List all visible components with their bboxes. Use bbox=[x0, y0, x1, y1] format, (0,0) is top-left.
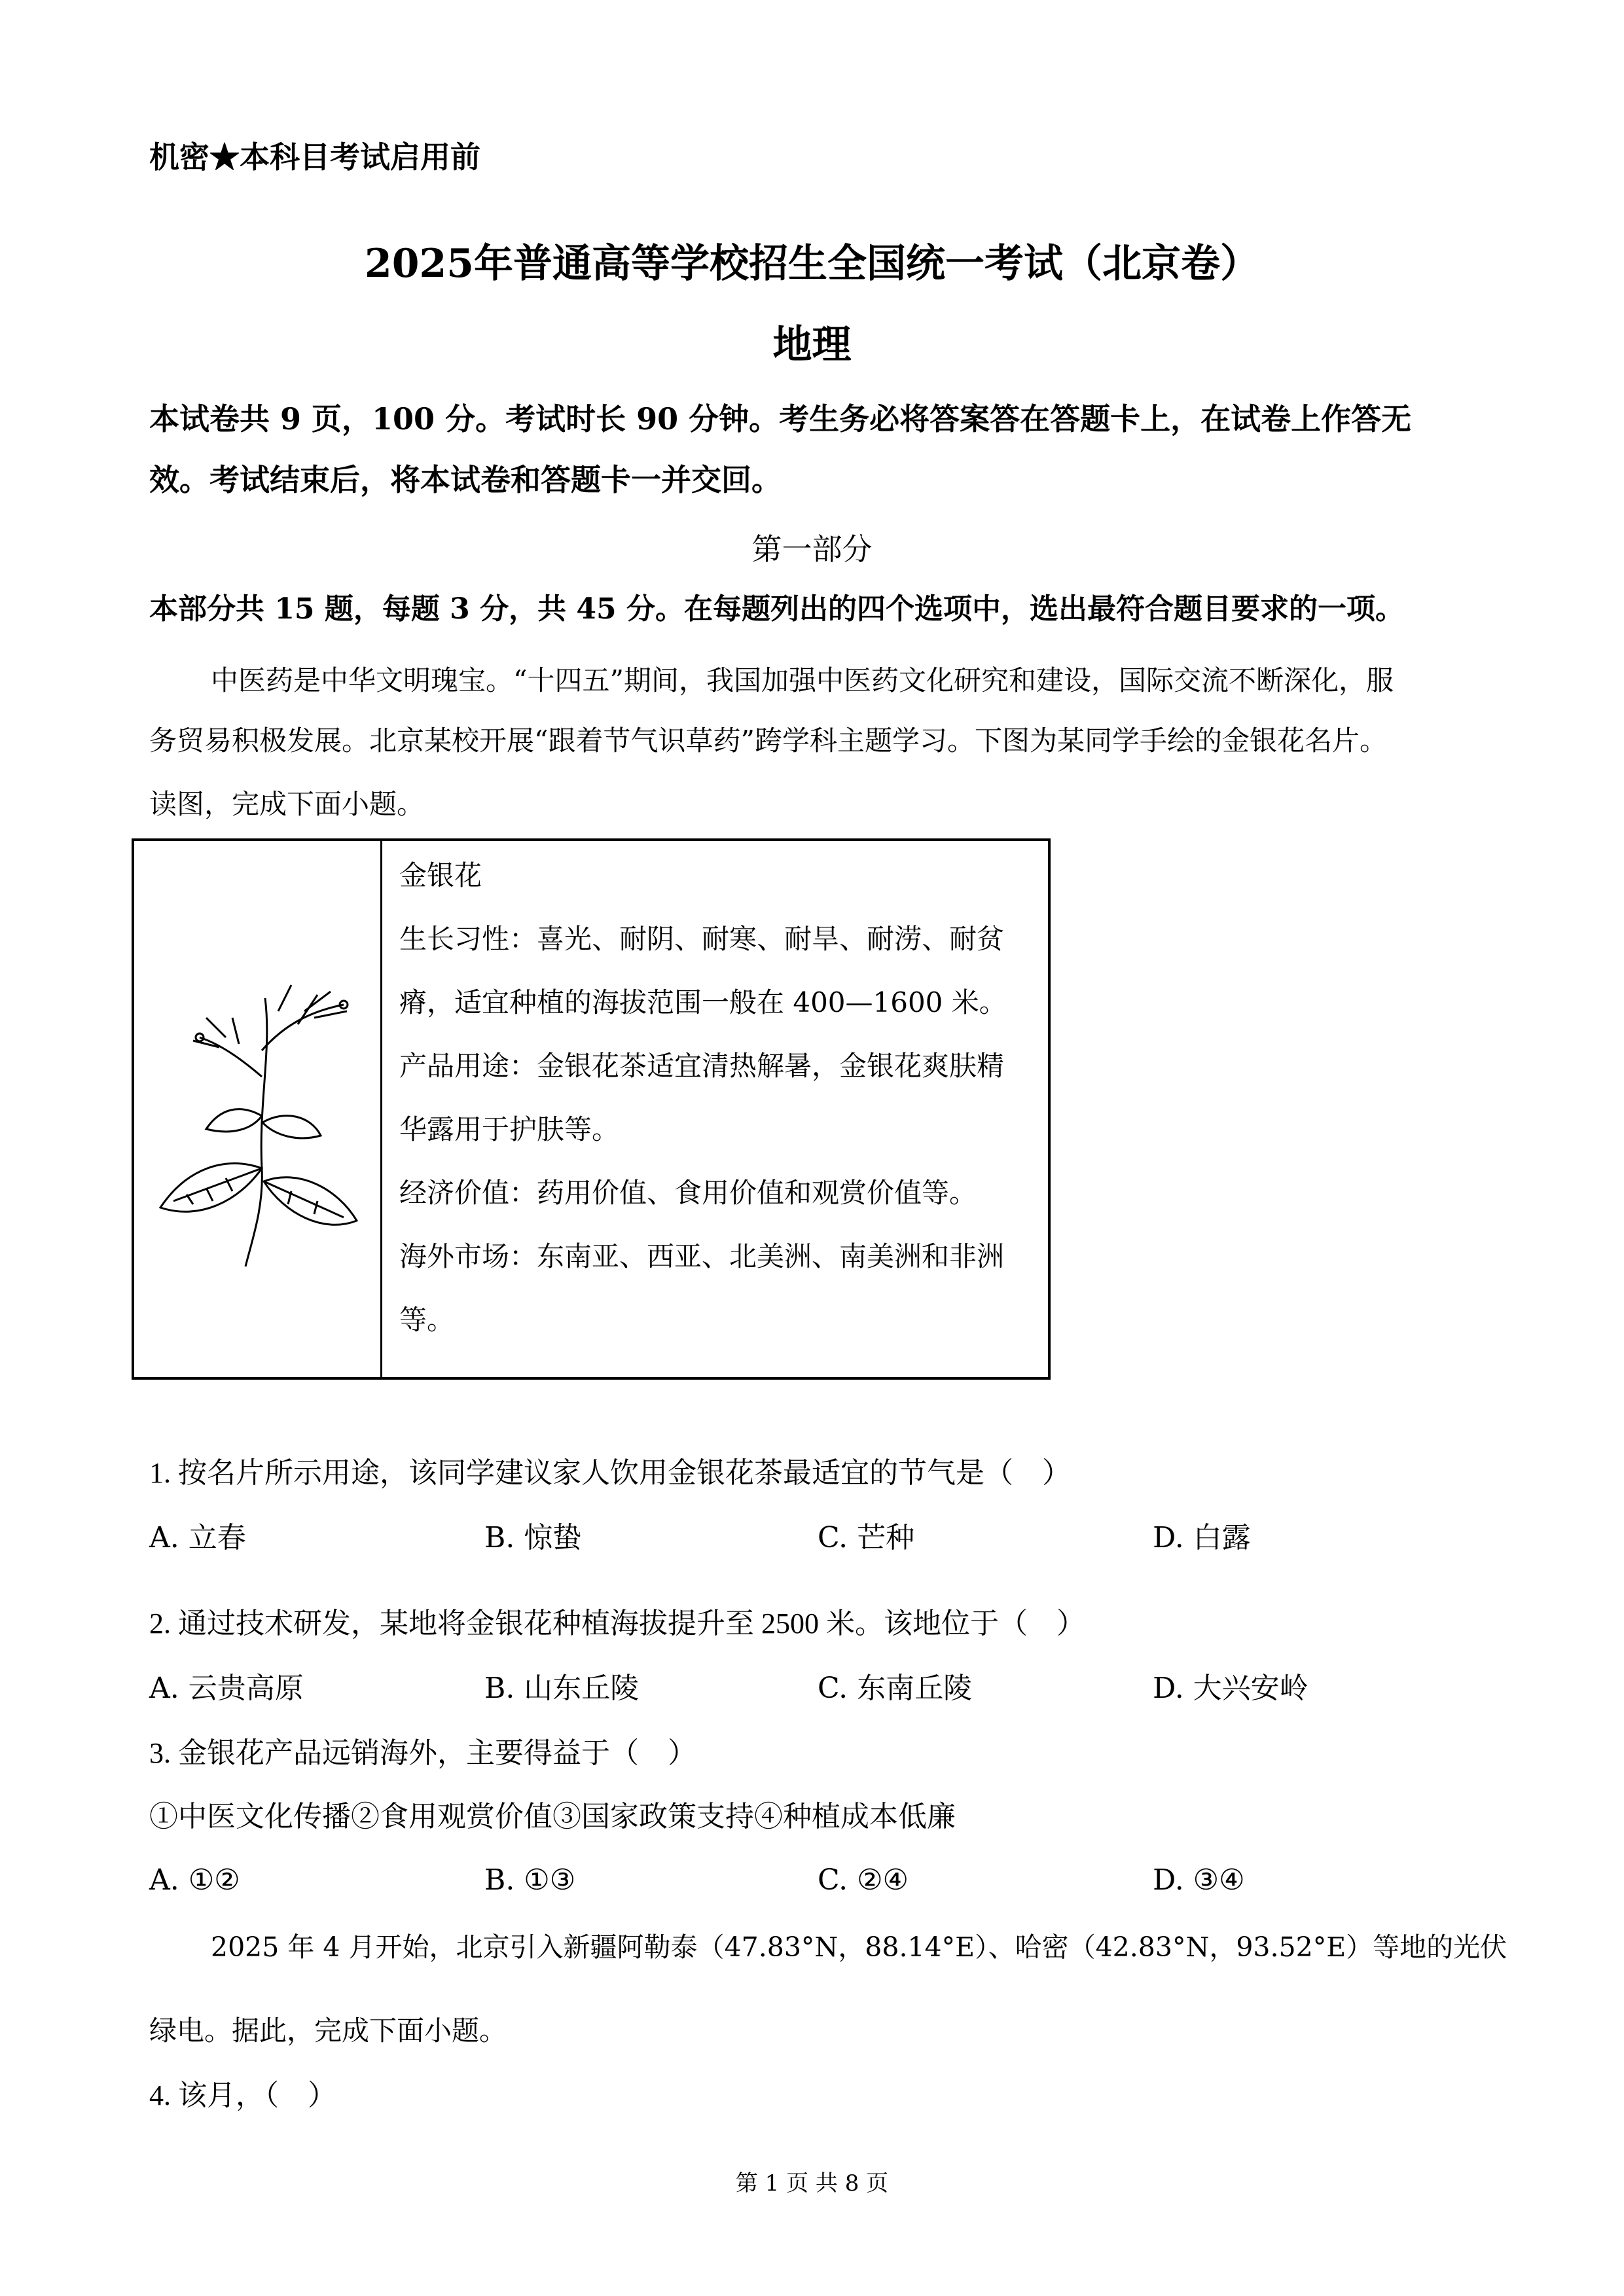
subject-title: 地理 bbox=[772, 322, 852, 368]
question-2-stem: 2. 通过技术研发，某地将金银花种植海拔提升至 2500 米。该地位于（ ） bbox=[149, 1607, 1085, 1640]
exam-title: 2025年普通高等学校招生全国统一考试（北京卷） bbox=[365, 241, 1259, 287]
passage2-line-2: 绿电。据此，完成下面小题。 bbox=[149, 2015, 507, 2047]
question-1-option-c[interactable]: C. 芒种 bbox=[818, 1521, 915, 1554]
passage2-line-1: 2025 年 4 月开始，北京引入新疆阿勒泰（47.83°N，88.14°E）、哈密（42.83°N，93.52°E）等地的光伏 bbox=[211, 1931, 1507, 1963]
question-3-option-a[interactable]: A. ①② bbox=[149, 1863, 240, 1897]
passage1-line-2: 务贸易积极发展。北京某校开展“跟着节气识草药”跨学科主题学习。下图为某同学手绘的金银花名片。 bbox=[149, 725, 1387, 757]
card-line-market-2: 等。 bbox=[399, 1304, 455, 1336]
confidential-label: 机密★本科目考试启用前 bbox=[149, 139, 480, 175]
honeysuckle-drawing bbox=[147, 972, 370, 1273]
card-name: 金银花 bbox=[399, 859, 482, 891]
page-footer: 第 1 页 共 8 页 bbox=[735, 2170, 889, 2197]
question-2-option-b[interactable]: B. 山东丘陵 bbox=[484, 1672, 640, 1705]
card-line-habit-2: 瘠，适宜种植的海拔范围一般在 400—1600 米。 bbox=[399, 986, 1007, 1018]
question-2-option-c[interactable]: C. 东南丘陵 bbox=[818, 1672, 973, 1705]
card-divider bbox=[380, 841, 382, 1377]
question-3-option-b[interactable]: B. ①③ bbox=[484, 1863, 576, 1897]
instructions-line-2: 效。考试结束后，将本试卷和答题卡一并交回。 bbox=[149, 462, 782, 497]
question-3-option-d[interactable]: D. ③④ bbox=[1153, 1863, 1245, 1897]
passage1-line-1: 中医药是中华文明瑰宝。“十四五”期间，我国加强中医药文化研究和建设，国际交流不断深化，服 bbox=[211, 664, 1394, 696]
card-line-value: 经济价值：药用价值、食用价值和观赏价值等。 bbox=[399, 1177, 977, 1209]
question-1-option-a[interactable]: A. 立春 bbox=[149, 1521, 246, 1554]
question-1-option-d[interactable]: D. 白露 bbox=[1153, 1521, 1251, 1554]
question-1-stem: 1. 按名片所示用途，该同学建议家人饮用金银花茶最适宜的节气是（ ） bbox=[149, 1457, 1071, 1489]
instructions-line-1: 本试卷共 9 页，100 分。考试时长 90 分钟。考生务必将答案答在答题卡上，在试卷上作答无 bbox=[149, 401, 1412, 437]
question-1-option-b[interactable]: B. 惊蛰 bbox=[484, 1521, 582, 1554]
passage1-line-3: 读图，完成下面小题。 bbox=[149, 788, 425, 820]
question-3-option-c[interactable]: C. ②④ bbox=[818, 1863, 909, 1897]
card-line-use-1: 产品用途：金银花茶适宜清热解暑，金银花爽肤精 bbox=[399, 1050, 1005, 1082]
question-2-option-a[interactable]: A. 云贵高原 bbox=[149, 1672, 304, 1705]
card-line-use-2: 华露用于护肤等。 bbox=[399, 1113, 620, 1145]
card-line-market-1: 海外市场：东南亚、西亚、北美洲、南美洲和非洲 bbox=[399, 1240, 1005, 1272]
question-4-stem: 4. 该月，（ ） bbox=[149, 2079, 336, 2111]
honeysuckle-card bbox=[132, 838, 1051, 1380]
card-line-habit-1: 生长习性：喜光、耐阴、耐寒、耐旱、耐涝、耐贫 bbox=[399, 923, 1005, 955]
part-instruction: 本部分共 15 题，每题 3 分，共 45 分。在每题列出的四个选项中，选出最符合题目要求的一项。 bbox=[149, 592, 1404, 626]
question-2-option-d[interactable]: D. 大兴安岭 bbox=[1153, 1672, 1308, 1705]
question-3-stem: 3. 金银花产品远销海外，主要得益于（ ） bbox=[149, 1737, 696, 1769]
part-title: 第一部分 bbox=[751, 531, 873, 567]
question-3-statements: ①中医文化传播②食用观赏价值③国家政策支持④种植成本低廉 bbox=[149, 1801, 956, 1833]
